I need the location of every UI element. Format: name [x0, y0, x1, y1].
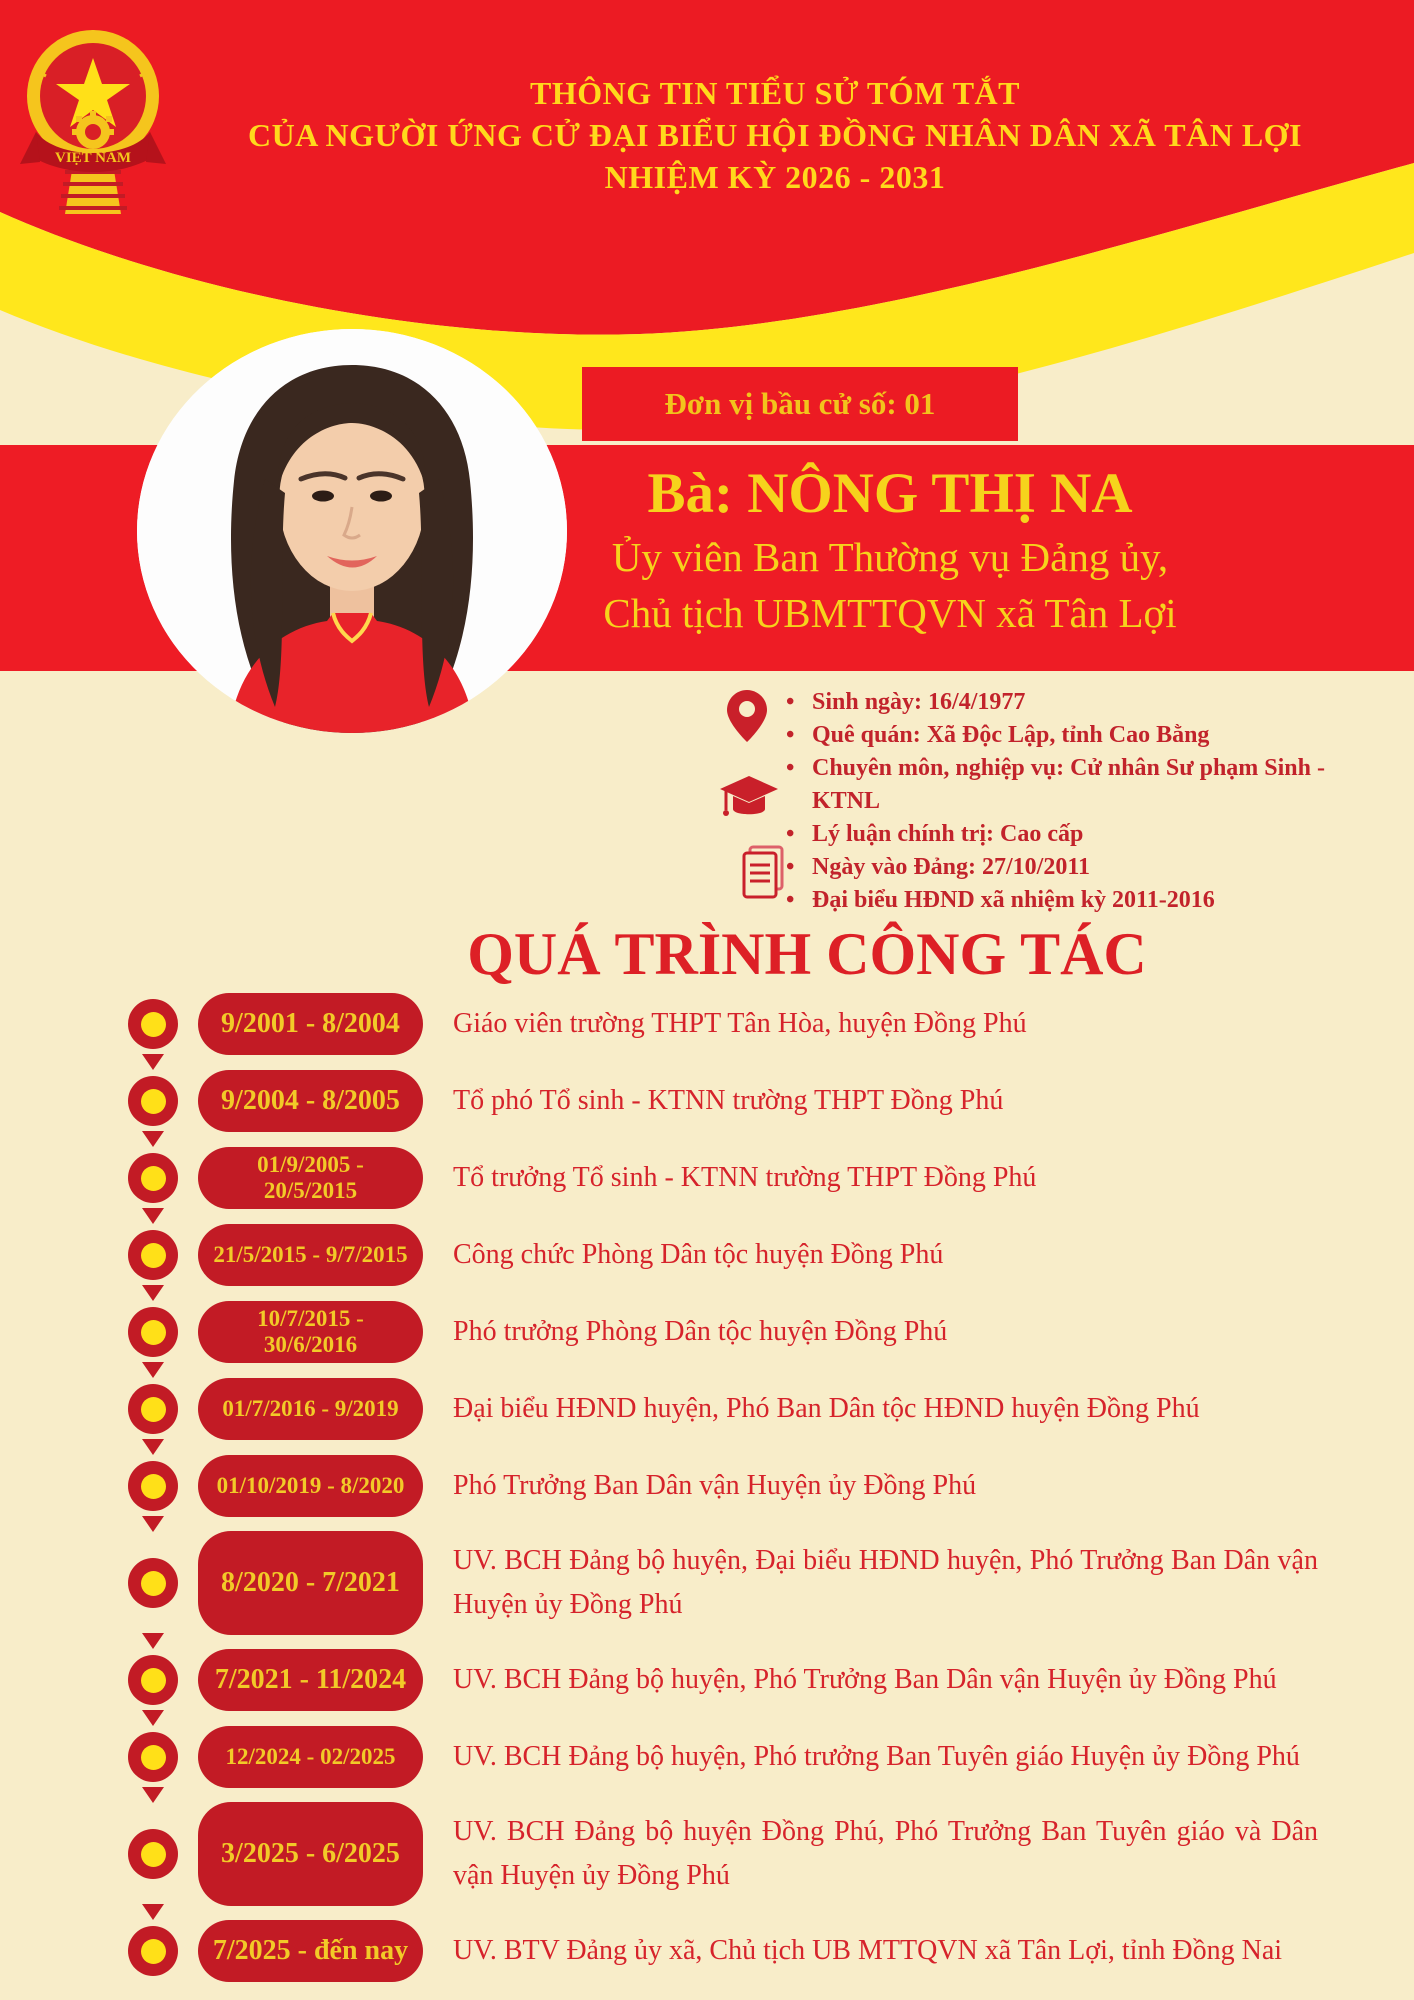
- header-title-line1: THÔNG TIN TIỂU SỬ TÓM TẮT: [530, 75, 1020, 111]
- emblem-country-label: VIỆT NAM: [55, 150, 131, 166]
- timeline-node-dot: [141, 1939, 166, 1964]
- candidate-position-line1: Ủy viên Ban Thường vụ Đảng ủy,: [611, 534, 1169, 580]
- timeline-node-icon: [128, 1307, 178, 1357]
- location-pin-icon: [727, 690, 767, 742]
- timeline-node-icon: [128, 999, 178, 1049]
- timeline-period: 8/2020 - 7/2021: [221, 1567, 400, 1598]
- timeline-row: [100, 1300, 1390, 1364]
- document-icon: [742, 845, 786, 899]
- profile-item: • Chuyên môn, nghiệp vụ: Cử nhân Sư phạm Sinh - KTNL: [782, 752, 1334, 818]
- timeline-node-icon: [128, 1230, 178, 1280]
- timeline-row: [100, 992, 1390, 1056]
- timeline-row: [100, 1919, 1390, 1983]
- timeline-description: Đại biểu HĐND huyện, Phó Ban Dân tộc HĐND huyện Đồng Phú: [453, 1393, 1200, 1424]
- timeline-period-badge: [198, 1224, 423, 1286]
- timeline-node-icon: [128, 1829, 178, 1879]
- timeline-node-dot: [141, 1166, 166, 1191]
- candidate-name: Bà: NÔNG THỊ NA: [647, 462, 1133, 525]
- timeline-node-dot: [141, 1668, 166, 1693]
- timeline-node-icon: [128, 1558, 178, 1608]
- timeline-node-dot: [141, 1474, 166, 1499]
- timeline-row: [100, 1146, 1390, 1210]
- timeline-description: UV. BCH Đảng bộ huyện, Phó trưởng Ban Tuyên giáo Huyện ủy Đồng Phú: [453, 1741, 1300, 1772]
- timeline-node-icon: [128, 1461, 178, 1511]
- timeline-period-badge: [198, 1726, 423, 1788]
- timeline-node-dot: [141, 1571, 166, 1596]
- timeline-description: UV. BCH Đảng bộ huyện, Phó Trưởng Ban Dân vận Huyện ủy Đồng Phú: [453, 1664, 1277, 1695]
- timeline-period-badge: [198, 1455, 423, 1517]
- graduation-cap-icon: [720, 776, 778, 824]
- profile-item: • Sinh ngày: 16/4/1977: [782, 686, 1334, 719]
- timeline-period-badge: [198, 1147, 423, 1209]
- candidate-position-line2: Chủ tịch UBMTTQVN xã Tân Lợi: [603, 590, 1177, 636]
- profile-item: • Đại biểu HĐND xã nhiệm kỳ 2011-2016: [782, 884, 1334, 917]
- header-title-line3: NHIỆM KỲ 2026 - 2031: [604, 159, 946, 195]
- timeline-node-dot: [141, 1842, 166, 1867]
- timeline-period-badge: [198, 993, 423, 1055]
- election-unit-label: Đơn vị bầu cử số: 01: [664, 386, 936, 421]
- timeline-node-dot: [141, 1243, 166, 1268]
- timeline-description: Phó trưởng Phòng Dân tộc huyện Đồng Phú: [453, 1316, 948, 1347]
- vietnam-emblem: [18, 14, 168, 226]
- portrait-eye-right: [370, 491, 392, 502]
- timeline-row: [100, 1454, 1390, 1518]
- timeline-period: 3/2025 - 6/2025: [221, 1838, 400, 1869]
- timeline-node-icon: [128, 1076, 178, 1126]
- election-unit-box: [582, 367, 1018, 441]
- portrait-eye-left: [312, 491, 334, 502]
- timeline-description: UV. BTV Đảng ủy xã, Chủ tịch UB MTTQVN xã Tân Lợi, tỉnh Đồng Nai: [453, 1935, 1283, 1966]
- candidate-name-block: [560, 459, 1220, 641]
- timeline-period: 01/9/2005 - 20/5/2015: [257, 1152, 364, 1203]
- timeline-period: 9/2004 - 8/2005: [221, 1085, 400, 1116]
- timeline-description: Tổ trưởng Tổ sinh - KTNN trường THPT Đồng Phú: [453, 1162, 1037, 1193]
- profile-item: • Ngày vào Đảng: 27/10/2011: [782, 851, 1334, 884]
- timeline-row: [100, 1531, 1390, 1635]
- timeline-row: [100, 1725, 1390, 1789]
- timeline-period: 01/10/2019 - 8/2020: [216, 1473, 405, 1498]
- timeline-node-icon: [128, 1655, 178, 1705]
- timeline-row: [100, 1802, 1390, 1906]
- timeline-period: 01/7/2016 - 9/2019: [222, 1396, 399, 1421]
- career-timeline: [100, 992, 1390, 1996]
- timeline-period: 10/7/2015 - 30/6/2016: [257, 1306, 364, 1357]
- timeline-period-badge: [198, 1070, 423, 1132]
- timeline-node-dot: [141, 1089, 166, 1114]
- timeline-description: Tổ phó Tổ sinh - KTNN trường THPT Đồng Phú: [453, 1085, 1004, 1116]
- timeline-description: Giáo viên trường THPT Tân Hòa, huyện Đồng Phú: [453, 1008, 1027, 1039]
- timeline-description: UV. BCH Đảng bộ huyện, Đại biểu HĐND huyện, Phó Trưởng Ban Dân vận Huyện ủy Đồng Phú: [453, 1545, 1318, 1620]
- timeline-description: UV. BCH Đảng bộ huyện Đồng Phú, Phó Trưởng Ban Tuyên giáo và Dân vận Huyện ủy Đồng Phú: [453, 1816, 1318, 1891]
- profile-item: • Quê quán: Xã Độc Lập, tỉnh Cao Bằng: [782, 719, 1334, 752]
- timeline-period-badge: [198, 1378, 423, 1440]
- timeline-period-badge: [198, 1531, 423, 1635]
- timeline-node-dot: [141, 1012, 166, 1037]
- timeline-period-badge: [198, 1802, 423, 1906]
- career-heading: QUÁ TRÌNH CÔNG TÁC: [467, 921, 1147, 987]
- timeline-row: [100, 1377, 1390, 1441]
- header-title-block: [180, 72, 1370, 198]
- timeline-row: [100, 1069, 1390, 1133]
- timeline-period: 21/5/2015 - 9/7/2015: [213, 1242, 408, 1267]
- timeline-description: Công chức Phòng Dân tộc huyện Đồng Phú: [453, 1239, 944, 1270]
- timeline-period-badge: [198, 1920, 423, 1982]
- timeline-period: 7/2025 - đến nay: [212, 1935, 409, 1966]
- header-title-line2: CỦA NGƯỜI ỨNG CỬ ĐẠI BIỂU HỘI ĐỒNG NHÂN DÂN XÃ TÂN LỢI: [247, 117, 1302, 153]
- candidate-photo: [137, 329, 567, 733]
- timeline-node-icon: [128, 1732, 178, 1782]
- timeline-description: Phó Trưởng Ban Dân vận Huyện ủy Đồng Phú: [453, 1470, 977, 1501]
- timeline-period: 7/2021 - 11/2024: [214, 1664, 407, 1695]
- timeline-node-icon: [128, 1153, 178, 1203]
- portrait-illustration: [137, 329, 567, 733]
- timeline-period: 9/2001 - 8/2004: [221, 1008, 400, 1039]
- timeline-period-badge: [198, 1301, 423, 1363]
- timeline-node-icon: [128, 1926, 178, 1976]
- timeline-node-icon: [128, 1384, 178, 1434]
- timeline-period: 12/2024 - 02/2025: [225, 1744, 396, 1769]
- timeline-row: [100, 1223, 1390, 1287]
- timeline-node-dot: [141, 1320, 166, 1345]
- timeline-period-badge: [198, 1649, 423, 1711]
- timeline-row: [100, 1648, 1390, 1712]
- profile-list: [782, 686, 1334, 917]
- profile-item: • Lý luận chính trị: Cao cấp: [782, 818, 1334, 851]
- timeline-node-dot: [141, 1397, 166, 1422]
- timeline-node-dot: [141, 1745, 166, 1770]
